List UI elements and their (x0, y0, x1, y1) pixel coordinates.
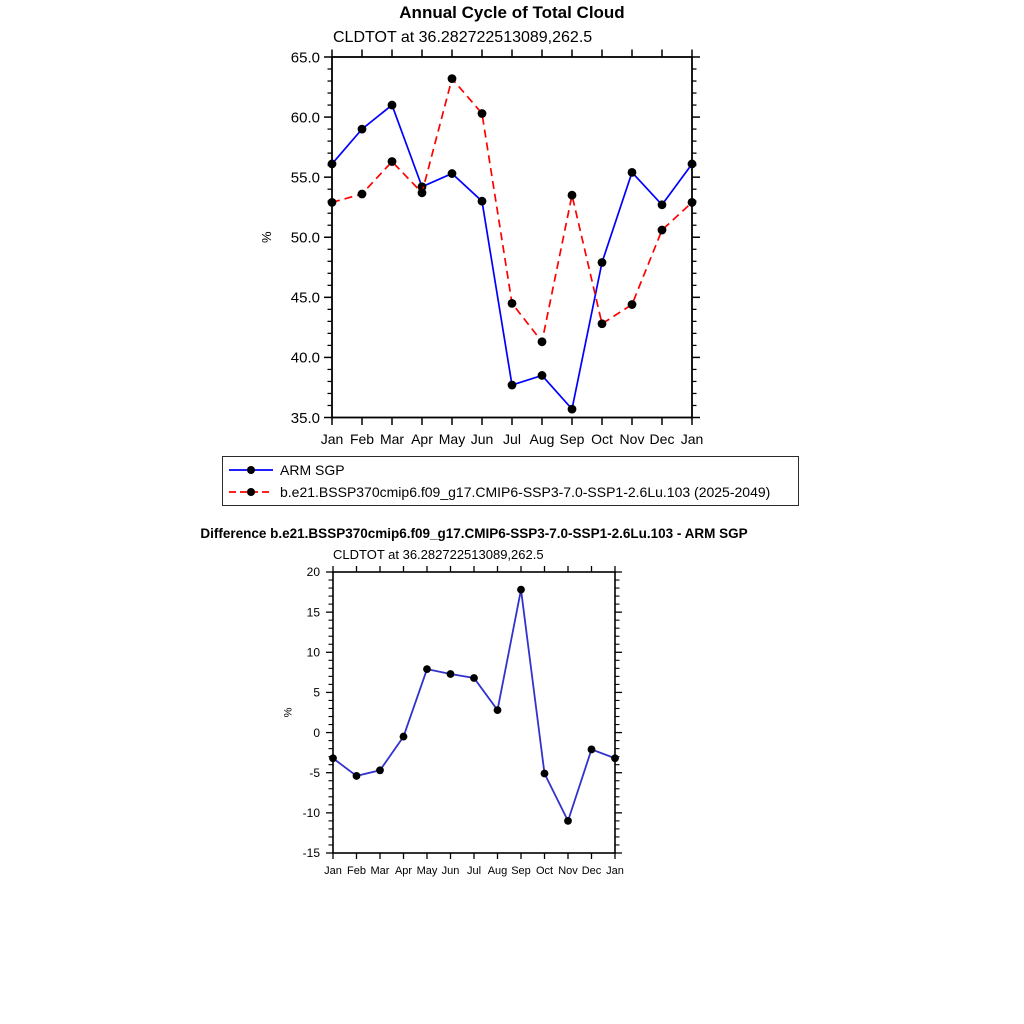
data-point-marker (447, 670, 455, 678)
legend-entry-arm-sgp (228, 459, 798, 481)
data-point-marker (478, 109, 487, 118)
x-tick-label: Sep (559, 431, 585, 447)
y-tick-label: 5 (313, 685, 320, 700)
x-tick-label: Nov (558, 865, 578, 877)
x-tick-label: May (438, 431, 466, 447)
data-point-marker (658, 226, 667, 235)
difference-chart (283, 565, 624, 877)
difference-chart-x-axis (324, 566, 624, 877)
legend-label-model: b.e21.BSSP370cmip6.f09_g17.CMIP6-SSP3-7.0-SSP1-2.6Lu.103 (2025-2049) (280, 484, 771, 500)
y-tick-label: 65.0 (290, 49, 320, 67)
data-point-marker (353, 772, 361, 780)
data-point-marker (448, 74, 457, 83)
data-point-marker (568, 405, 577, 414)
data-point-marker (418, 188, 427, 197)
data-point-marker (376, 766, 384, 774)
annual-cycle-chart (259, 49, 703, 447)
chart2-title: Difference b.e21.BSSP370cmip6.f09_g17.CMIP6-SSP3-7.0-SSP1-2.6Lu.103 - ARM SGP (200, 526, 748, 541)
x-tick-label: Mar (370, 865, 390, 877)
annual-cycle-chart-series-1-markers (328, 74, 697, 346)
y-tick-label: 35.0 (290, 409, 320, 427)
legend-sample-marker-icon (247, 466, 255, 474)
data-point-marker (541, 770, 549, 778)
data-point-marker (423, 665, 431, 673)
data-point-marker (688, 198, 697, 207)
annual-cycle-chart-frame (332, 57, 692, 418)
y-tick-label: 45.0 (290, 289, 320, 307)
y-tick-label: 15 (306, 605, 320, 620)
data-point-marker (658, 200, 667, 209)
x-tick-label: Feb (347, 865, 366, 877)
data-point-marker (328, 160, 337, 169)
y-tick-label: -10 (302, 806, 320, 821)
difference-chart-series-0-markers (329, 586, 619, 825)
data-point-marker (494, 706, 502, 714)
x-tick-label: May (416, 865, 438, 877)
x-tick-label: Apr (411, 431, 433, 447)
legend-sample-marker-icon (247, 488, 255, 496)
data-point-marker (628, 300, 637, 309)
data-point-marker (478, 197, 487, 206)
y-axis-title: % (282, 707, 295, 718)
chart1-title: Annual Cycle of Total Cloud (399, 3, 625, 22)
x-tick-label: Jul (466, 865, 482, 877)
data-point-marker (538, 371, 547, 380)
data-point-marker (508, 299, 517, 308)
x-tick-label: Nov (619, 431, 645, 447)
y-tick-label: -5 (309, 765, 320, 780)
data-point-marker (568, 191, 577, 200)
data-point-marker (508, 381, 517, 390)
data-point-marker (611, 754, 619, 762)
x-tick-label: Aug (487, 865, 508, 877)
legend-entry-model (228, 481, 798, 503)
annual-cycle-chart-y-axis (291, 49, 700, 427)
y-tick-label: 20 (306, 565, 320, 580)
chart1-subtitle: CLDTOT at 36.282722513089,262.5 (333, 29, 593, 46)
x-tick-label: Jun (470, 431, 494, 447)
y-tick-label: 50.0 (290, 229, 320, 247)
legend-box (222, 456, 799, 506)
y-tick-label: 55.0 (290, 169, 320, 187)
data-point-marker (448, 169, 457, 178)
difference-chart-series-0-line (333, 590, 615, 821)
x-tick-label: Jun (441, 865, 460, 877)
data-point-marker (400, 733, 408, 741)
data-point-marker (598, 258, 607, 267)
data-point-marker (517, 586, 525, 594)
x-tick-label: Oct (591, 431, 613, 447)
data-point-marker (328, 198, 337, 207)
y-tick-label: 40.0 (290, 349, 320, 367)
y-tick-label: 60.0 (290, 109, 320, 127)
x-tick-label: Dec (649, 431, 675, 447)
legend-label-arm-sgp: ARM SGP (280, 462, 345, 478)
x-tick-label: Jan (320, 431, 344, 447)
y-tick-label: 0 (313, 725, 320, 740)
data-point-marker (564, 817, 572, 825)
y-axis-title: % (259, 231, 274, 244)
annual-cycle-chart-series-0-line (332, 105, 692, 409)
x-tick-label: Feb (349, 431, 375, 447)
x-tick-label: Jan (680, 431, 704, 447)
x-tick-label: Apr (394, 865, 413, 877)
data-point-marker (688, 160, 697, 169)
y-tick-label: 10 (306, 645, 320, 660)
data-point-marker (538, 337, 547, 346)
difference-chart-frame (333, 572, 615, 853)
x-tick-label: Dec (581, 865, 602, 877)
data-point-marker (329, 754, 337, 762)
data-point-marker (598, 319, 607, 328)
difference-chart-y-axis (303, 565, 622, 860)
legend-line-sample-dashed-red (228, 485, 274, 499)
data-point-marker (470, 674, 478, 682)
data-point-marker (588, 746, 596, 754)
x-tick-label: Jan (606, 865, 624, 877)
data-point-marker (358, 125, 367, 134)
data-point-marker (388, 101, 397, 110)
x-tick-label: Mar (379, 431, 405, 447)
legend-line-sample-solid-blue (228, 463, 274, 477)
y-tick-label: -15 (302, 846, 320, 861)
annual-cycle-chart-series-0-markers (328, 101, 697, 414)
data-point-marker (388, 157, 397, 166)
x-tick-label: Oct (535, 865, 554, 877)
x-tick-label: Jul (503, 431, 521, 447)
chart2-subtitle: CLDTOT at 36.282722513089,262.5 (333, 547, 544, 562)
x-tick-label: Sep (511, 865, 531, 877)
data-point-marker (358, 190, 367, 199)
x-tick-label: Aug (529, 431, 555, 447)
data-point-marker (628, 168, 637, 177)
x-tick-label: Jan (324, 865, 342, 877)
